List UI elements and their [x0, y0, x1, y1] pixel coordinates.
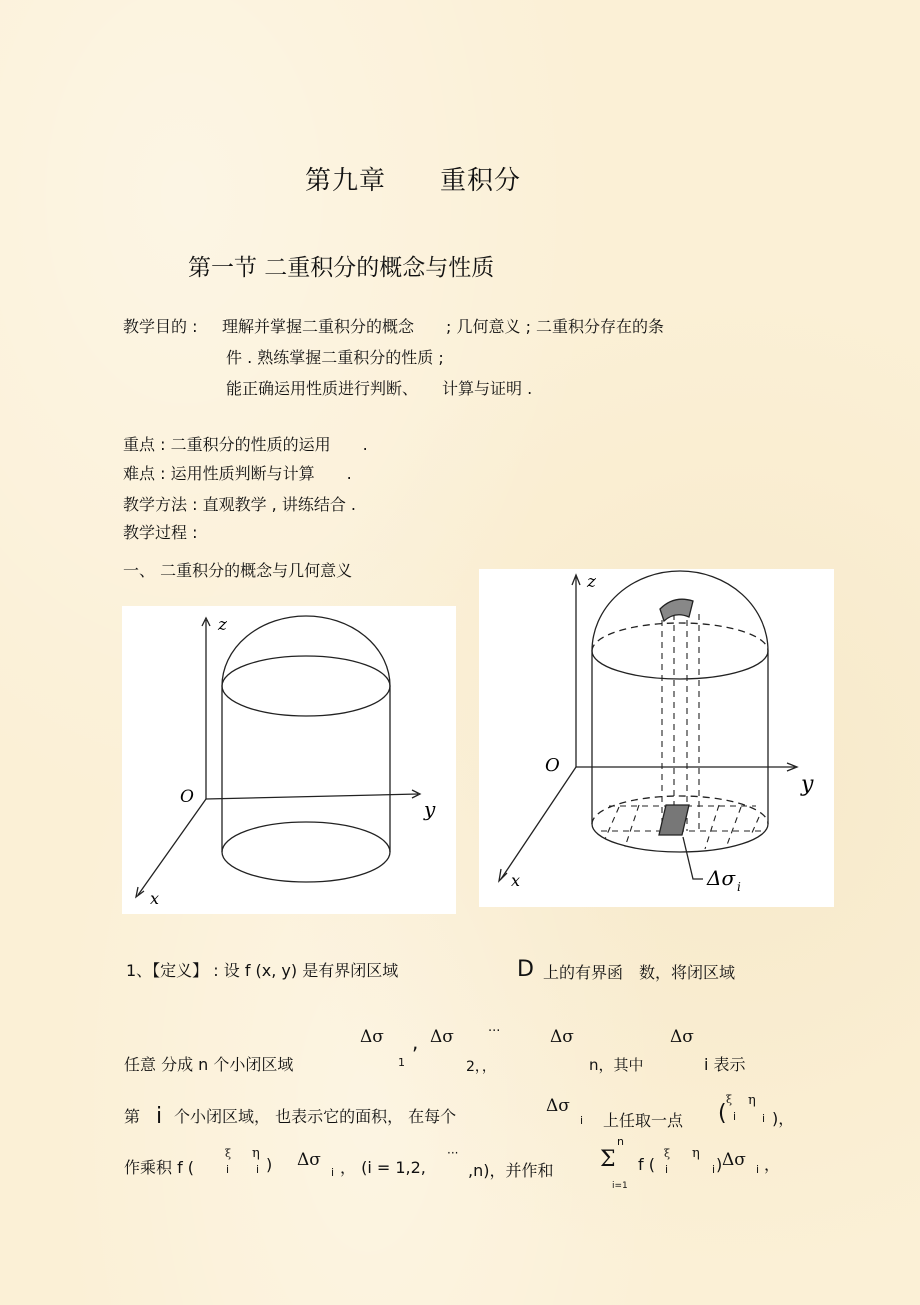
section-heading: 一、 二重积分的概念与几何意义	[123, 561, 353, 580]
eta-symbol: η	[748, 1093, 756, 1108]
index-range: ， (i = 1,2,	[340, 1158, 426, 1177]
xi-product-sub: i	[226, 1163, 230, 1176]
comma-1: ,	[412, 1030, 419, 1054]
teaching-process: 教学过程 :	[123, 523, 198, 542]
definition-line4: 作乘积 f (	[124, 1158, 195, 1177]
sum-sigma: Σ	[600, 1147, 616, 1172]
teaching-method: 教学方法 : 直观教学 , 讲练结合 .	[123, 495, 356, 514]
eta-sum: η	[692, 1146, 700, 1161]
delta-sigma-n: Δσ	[550, 1027, 574, 1047]
ellipsis-2: ···	[447, 1146, 459, 1160]
paren-open: (	[718, 1101, 727, 1126]
ellipsis-1: ···	[488, 1024, 501, 1039]
z-axis-label: z	[218, 615, 227, 635]
sub-i-each: i	[580, 1114, 584, 1127]
delta-sigma-label: Δσ	[707, 866, 736, 890]
eta-sum-sub: i	[712, 1163, 716, 1176]
definition-line3: 个小闭区域， 也表示它的面积， 在每个	[174, 1107, 457, 1126]
index-i: i	[156, 1104, 163, 1129]
xi-product: ξ	[225, 1147, 232, 1160]
sum-close: )	[716, 1155, 723, 1174]
delta-sigma-sum-sub: i	[756, 1163, 760, 1176]
definition-line3-take: 上任取一点	[603, 1111, 684, 1130]
sub-n: n，其中	[589, 1056, 644, 1074]
delta-sigma-each: Δσ	[546, 1096, 570, 1116]
x-axis-label: x	[511, 871, 521, 890]
objective-line2: 件 . 熟练掌握二重积分的性质 ;	[226, 348, 444, 367]
sum-upper-limit: n	[617, 1135, 624, 1148]
sum-f: f (	[638, 1155, 655, 1174]
x-axis-label: x	[150, 889, 160, 908]
sub-2: 2，，	[466, 1059, 496, 1075]
sub-1: 1	[398, 1056, 405, 1069]
definition-line1: 1、【定义】 : 设 f (x, y) 是有界闭区域	[126, 961, 399, 980]
figure-right-drawing	[479, 569, 834, 907]
section-title: 第一节 二重积分的概念与性质	[188, 255, 495, 281]
definition-line3-start: 第	[124, 1107, 141, 1126]
sum-end-comma: ，	[764, 1155, 781, 1174]
xi-symbol: ξ	[726, 1093, 733, 1106]
eta-product: η	[252, 1146, 260, 1161]
delta-sigma-sum: Δσ	[722, 1150, 746, 1170]
point-close: )，	[772, 1109, 795, 1128]
sum-lower-limit: i=1	[612, 1181, 628, 1191]
index-range-end: ,n)，并作和	[468, 1161, 554, 1180]
delta-sigma-product: Δσ	[297, 1150, 321, 1170]
definition-line1-rest: 上的有界函 数，将闭区域	[543, 963, 736, 982]
origin-label: O	[545, 755, 560, 776]
eta-product-sub: i	[256, 1163, 260, 1176]
y-axis-label: y	[424, 797, 436, 821]
origin-label: O	[180, 787, 194, 807]
definition-line2: 任意 分成 n 个小闭区域	[124, 1055, 294, 1074]
delta-sigma-i: Δσ	[670, 1027, 694, 1047]
delta-sigma-1: Δσ	[360, 1027, 384, 1047]
delta-sigma-2: Δσ	[430, 1027, 454, 1047]
xi-sub: i	[733, 1110, 737, 1123]
chapter-title: 第九章 重积分	[305, 166, 522, 196]
xi-sum: ξ	[664, 1147, 671, 1160]
difficult-points: 难点 : 运用性质判断与计算 .	[123, 464, 352, 483]
objective-line3: 能正确运用性质进行判断、 计算与证明 .	[226, 379, 533, 398]
eta-sub: i	[762, 1112, 766, 1125]
delta-sigma-subscript: i	[737, 880, 741, 894]
z-axis-label: z	[587, 572, 596, 592]
figure-left-drawing	[122, 606, 456, 914]
figure-cylinder-hemisphere	[122, 606, 456, 914]
product-close: )	[266, 1155, 273, 1174]
xi-sum-sub: i	[665, 1163, 669, 1176]
delta-sigma-product-sub: i	[331, 1166, 335, 1179]
sub-i-represents: i 表示	[704, 1055, 746, 1074]
domain-D: D	[517, 957, 534, 982]
figure-partition	[479, 569, 834, 907]
key-points: 重点 : 二重积分的性质的运用 .	[123, 435, 368, 454]
y-axis-label: y	[801, 772, 814, 797]
objective-label: 教学目的 :	[123, 317, 198, 336]
objective-line1: 理解并掌握二重积分的概念 ; 几何意义 ; 二重积分存在的条	[222, 317, 665, 336]
